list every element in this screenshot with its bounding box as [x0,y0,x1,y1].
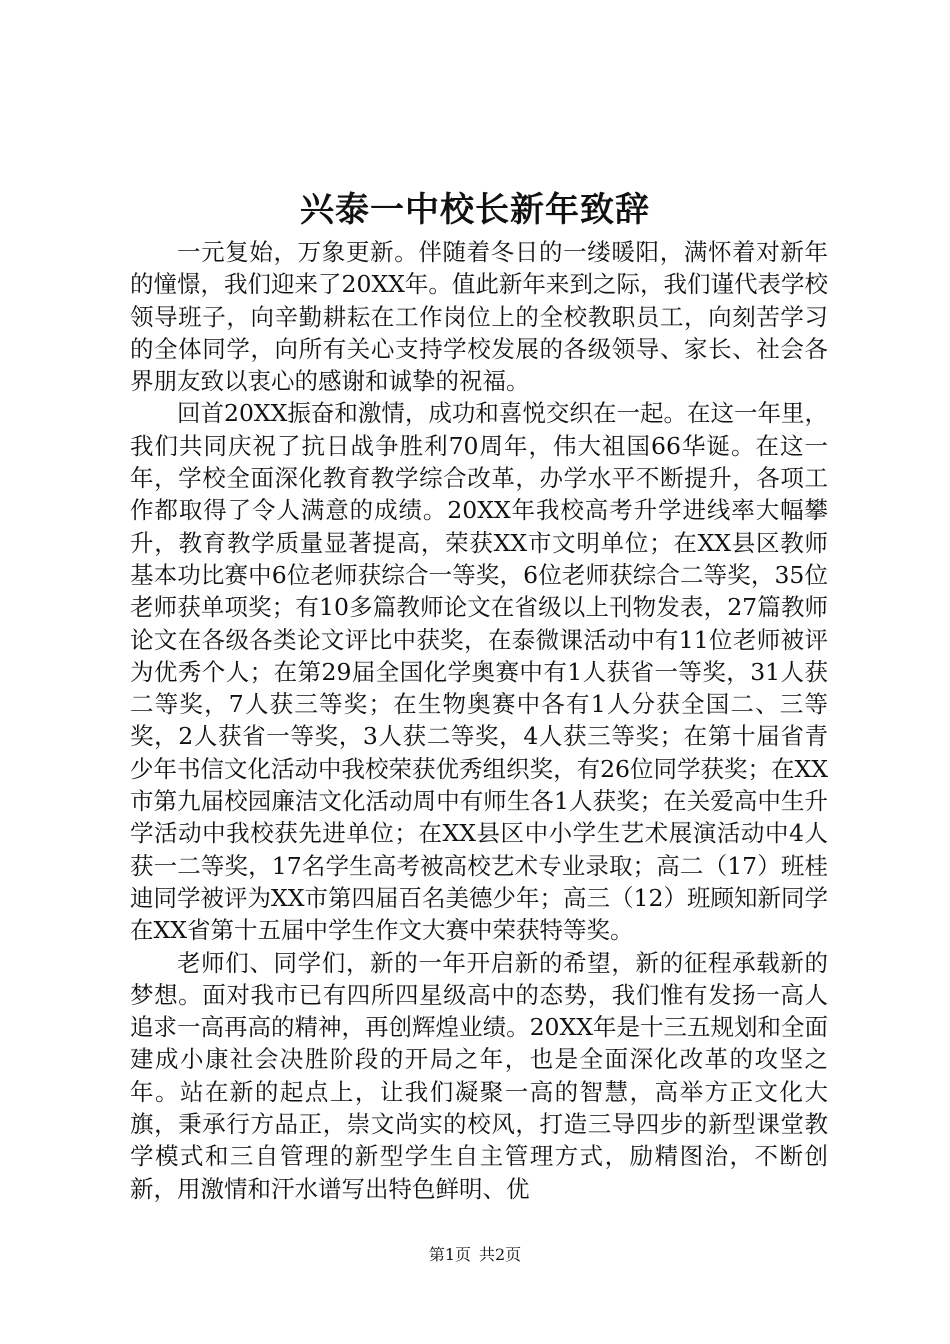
page-total: 共2页 [479,1245,522,1264]
paragraph-outlook: 老师们、同学们，新的一年开启新的希望，新的征程承载新的梦想。面对我市已有四所四星级高中的态势，我们惟有发扬一高人追求一高再高的精神，再创辉煌业绩。20XX年是十三五规划和全面建成小康社会决胜阶段的开局之年，也是全面深化改革的攻坚之年。站在新的起点上，让我们凝聚一高的智慧，高举方正文化大旗，秉承行方品正，崇文尚实的校风，打造三导四步的新型课堂教学模式和三自管理的新型学生自主管理方式，励精图治，不断创新，用激情和汗水谱写出特色鲜明、优 [130,948,828,1203]
page-number: 第1页 [428,1245,471,1264]
paragraph-greeting: 一元复始，万象更新。伴随着冬日的一缕暖阳，满怀着对新年的憧憬，我们迎来了20XX年。值此新年来到之际，我们谨代表学校领导班子，向辛勤耕耘在工作岗位上的全校教职员工，向刻苦学习的全体同学，向所有关心支持学校发展的各级领导、家长、社会各界朋友致以衷心的感谢和诚挚的祝福。 [130,238,828,396]
document-body [130,236,828,1205]
page-footer [0,1244,950,1266]
paragraph-review: 回首20XX振奋和激情，成功和喜悦交织在一起。在这一年里，我们共同庆祝了抗日战争胜利70周年，伟大祖国66华诞。在这一年，学校全面深化教育教学综合改革，办学水平不断提升，各项工作都取得了令人满意的成绩。20XX年我校高考升学进线率大幅攀升，教育教学质量显著提高，荣获XX市文明单位；在XX县区教师基本功比赛中6位老师获综合一等奖，6位老师获综合二等奖，35位老师获单项奖；有10多篇教师论文在省级以上刊物发表，27篇教师论文在各级各类论文评比中获奖，在泰微课活动中有11位老师被评为优秀个人；在第29届全国化学奥赛中有1人获省一等奖，31人获二等奖，7人获三等奖；在生物奥赛中各有1人分获全国二、三等奖，2人获省一等奖，3人获二等奖，4人获三等奖；在第十届省青少年书信文化活动中我校荣获优秀组织奖，有26位同学获奖；在XX市第九届校园廉洁文化活动周中有师生各1人获奖；在关爱高中生升学活动中我校获先进单位；在XX县区中小学生艺术展演活动中4人获一二等奖，17名学生高考被高校艺术专业录取；高二（17）班桂迪同学被评为XX市第四届百名美德少年；高三（12）班顾知新同学在XX省第十五届中学生作文大赛中荣获特等奖。 [130,399,828,945]
page-title: 兴泰一中校长新年致辞 [300,190,650,230]
